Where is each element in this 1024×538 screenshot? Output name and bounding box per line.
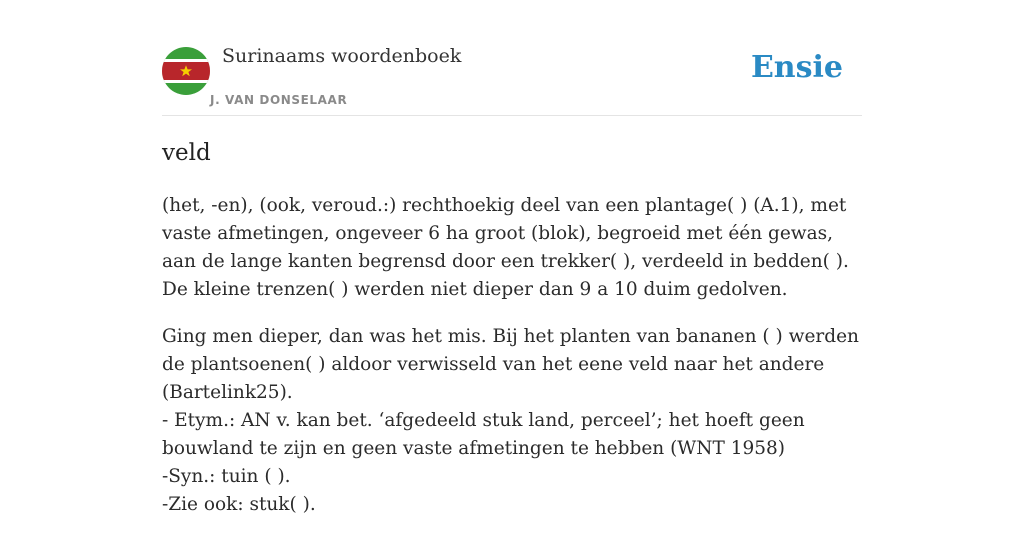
example-quote: Ging men dieper, dan was het mis. Bij het planten van bananen ( ) werden de plantsoenen( ) aldoor verwisseld van het eene veld naar het andere (Bartelink25).: [162, 326, 859, 403]
page-content: [162, 0, 862, 515]
synonym-line: -Syn.: tuin ( ).: [162, 466, 291, 487]
definition-paragraph: (het, -en), (ook, veroud.:) rechthoekig deel van een plantage( ) (A.1), met vaste afmetingen, ongeveer 6 ha groot (blok), begroeid met één gewas, aan de lange kanten begrensd door een trekker( ), verdeeld in bedden( ). De kleine trenzen( ) werden niet dieper dan 9 a 10 duim gedolven.: [162, 195, 849, 300]
see-also-line: -Zie ook: stuk( ).: [162, 494, 316, 515]
definition-details: [162, 323, 862, 519]
dictionary-header: [162, 0, 862, 116]
ensie-logo-link[interactable]: Ensie: [750, 50, 843, 85]
etymology-line: - Etym.: AN v. kan bet. ‘afgedeeld stuk land, perceel’; het hoeft geen bouwland te zijn en geen vaste afmetingen te hebben (WNT 1958): [162, 410, 805, 459]
entry-headword: veld: [162, 140, 211, 166]
entry-definition: [162, 192, 862, 538]
dictionary-title[interactable]: Surinaams woordenboek: [222, 45, 462, 67]
suriname-flag-icon[interactable]: [162, 47, 210, 95]
dictionary-author: J. VAN DONSELAAR: [210, 93, 348, 107]
